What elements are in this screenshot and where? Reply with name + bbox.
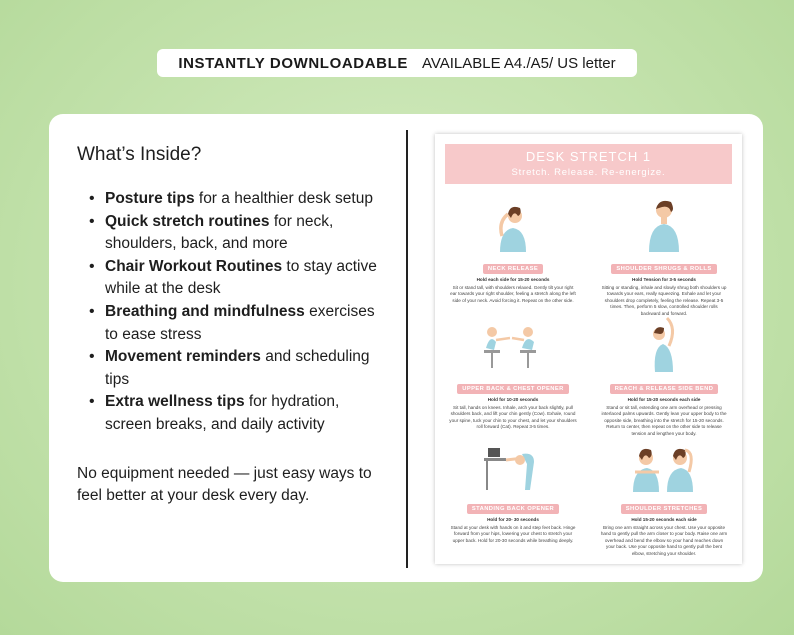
stretch-desc: Sit tall, hands on knees. Inhale, arch your back slightly, pull shoulders back, and lift your chin gently (Cow). Exhale, round your spine, tuck your chin to your chest, and let your shoulders roll forward (Cat). Repeat 3-5 times. [449, 405, 577, 430]
stretch-card [594, 192, 734, 317]
stretch-hold: Hold for 20- 30 seconds [487, 517, 539, 522]
list-item-bold: Chair Workout Routines [105, 257, 283, 275]
list-item-text: to stay active while at the desk [105, 257, 377, 298]
neck-release-illustration [478, 192, 548, 252]
footer-text: No equipment needed — just easy ways to feel better at your desk every day. [77, 464, 372, 505]
stretch-desc: Stand at your desk with hands on it and step feet back. Hinge forward from your hips, lowering your chest to stretch your upper back. Hold for 20-30 seconds while breathing deeply. [450, 525, 576, 543]
side-bend-illustration [629, 312, 699, 372]
list-item-bold: Posture tips [105, 190, 195, 207]
list-item [77, 346, 377, 391]
list-item-text: for a healthier desk setup [194, 190, 373, 207]
list-item-bold: Breathing and mindfulness [105, 302, 305, 320]
stretch-hold: Hold for 15-20 seconds each side [627, 397, 701, 402]
download-banner [157, 49, 637, 77]
chair-stretch-illustration [478, 312, 548, 372]
stretch-name: SHOULDER STRETCHES [621, 504, 707, 514]
shoulder-shrug-illustration [629, 192, 699, 252]
stretch-name: REACH & RELEASE SIDE BEND [610, 384, 719, 394]
list-item-text: for neck, shoulders, back, and more [105, 212, 334, 253]
stretch-desc: Sit or stand tall, with shoulders relaxed. Gently tilt your right ear towards your right shoulder, feeling a stretch along the left side of your neck. Avoid forcing it. Repeat on the other side. [450, 285, 576, 303]
list-item-text: and scheduling tips [105, 348, 370, 388]
worksheet-preview [435, 134, 742, 564]
list-item-bold: Quick stretch routines [105, 212, 270, 230]
list-item [77, 188, 377, 211]
list-item [77, 391, 377, 436]
stretch-card [594, 432, 734, 557]
list-item [77, 256, 377, 301]
stretch-card [443, 432, 583, 544]
stretch-name: UPPER BACK & CHEST OPENER [457, 384, 568, 394]
list-item [77, 301, 377, 346]
stretch-card [594, 312, 734, 437]
stretch-desc: Bring one arm straight across your chest. Use your opposite hand to gently pull the arm closer to your body. Raise one arm overhead and bend the elbow so your hand reaches down your back. Use your opposite hand to gently pull the bent elbow, stretching your shoulder. [600, 525, 728, 556]
banner-bold-text: INSTANTLY DOWNLOADABLE [178, 54, 408, 72]
whats-inside-heading: What’s Inside? [77, 144, 202, 165]
worksheet-subtitle: Stretch. Release. Re-energize. [511, 167, 666, 178]
shoulder-stretch-illustration [629, 432, 699, 492]
list-item [77, 211, 377, 256]
stretch-name: SHOULDER SHRUGS & ROLLS [611, 264, 716, 274]
standing-back-opener-illustration [478, 432, 548, 492]
stretch-hold: Hold Tension for 3-5 seconds [632, 277, 696, 282]
stretch-desc: Sitting or standing, inhale and slowly shrug both shoulders up towards your ears, really squeezing. Exhale and let your shoulders drop completely, feeling the release. Repeat 3-5 times. Then, perform 5 slow, controlled shoulder rolls backward and forward. [601, 285, 727, 316]
stretch-name: NECK RELEASE [483, 264, 543, 274]
feature-list [77, 188, 377, 437]
banner-format-text: AVAILABLE A4./A5/ US letter [421, 54, 616, 72]
stretch-card [443, 192, 583, 304]
stretch-name: STANDING BACK OPENER [467, 504, 559, 514]
list-item-bold: Extra wellness tips [105, 393, 245, 411]
stretch-card [443, 312, 583, 431]
whats-inside-panel [77, 144, 377, 508]
worksheet-header [445, 144, 732, 184]
worksheet-title: DESK STRETCH 1 [525, 149, 652, 164]
stretch-hold: Hold each side for 15-20 seconds [476, 277, 550, 282]
list-item-text: exercises to ease stress [105, 302, 375, 343]
stretch-hold: Hold for 10-20 seconds [487, 397, 539, 402]
list-item-text: for hydration, screen breaks, and daily activity [105, 393, 340, 433]
list-item-bold: Movement reminders [105, 348, 261, 366]
divider-line [406, 130, 408, 568]
stretch-hold: Hold 15-20 seconds each side [631, 517, 697, 522]
stretch-desc: Stand or sit tall, extending one arm overhead or pressing interlaced palms upwards. Gently lean your upper body to the opposite side, breathing into the stretch for 15-20 seconds. Return to center, then repeat on the other side to release tension and lengthen your body. [601, 405, 727, 436]
content-card [49, 114, 763, 582]
